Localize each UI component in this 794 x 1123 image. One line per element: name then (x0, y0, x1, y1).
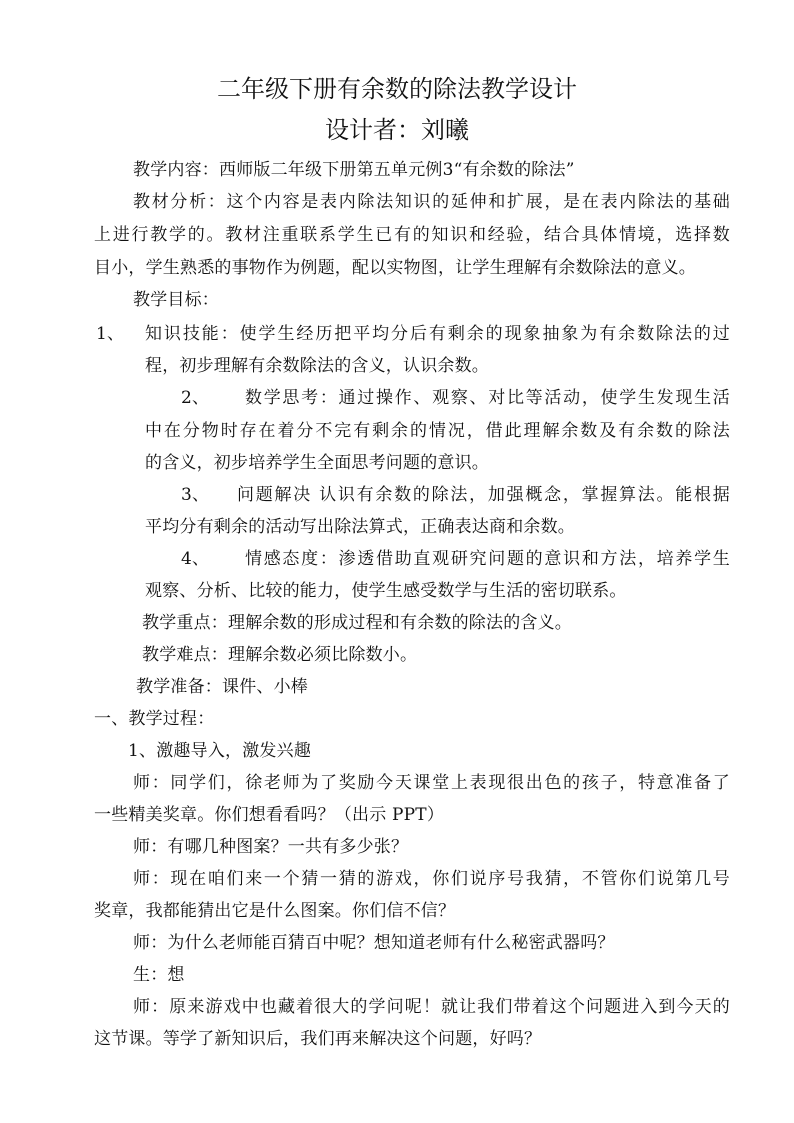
student-response: 生：想 (133, 965, 185, 985)
goal-1-number: 1、 (96, 324, 125, 344)
process-subheading: 1、激趣导入，激发兴趣 (128, 741, 312, 761)
goal-1-line-1: 知识技能：使学生经历把平均分后有剩余的现象抽象为有余数除法的过 (145, 324, 730, 344)
goal-2-line-1: 数学思考：通过操作、观察、对比等活动，使学生发现生活 (245, 388, 730, 408)
teacher-dialogue-2: 师：有哪几种图案？一共有多少张？ (133, 837, 409, 857)
analysis-line-2: 上进行教学的。教材注重联系学生已有的知识和经验，结合具体情境，选择数 (94, 225, 730, 245)
goal-2-line-2: 中在分物时存在着分不完有剩余的情况，借此理解余数及有余数的除法 (145, 421, 730, 441)
teacher-dialogue-5-line-1: 师：原来游戏中也藏着很大的学问呢！就让我们带着这个问题进入到今天的 (133, 997, 730, 1017)
goal-2-number: 2、 (181, 388, 210, 408)
analysis-line-1: 教材分析：这个内容是表内除法知识的延伸和扩展，是在表内除法的基础 (133, 192, 730, 212)
goal-3-line-2: 平均分有剩余的活动写出除法算式，正确表达商和余数。 (145, 517, 575, 537)
teaching-content: 教学内容：西师版二年级下册第五单元例3“有余数的除法” (133, 160, 575, 180)
goal-2-line-3: 的含义，初步培养学生全面思考问题的意识。 (145, 453, 489, 473)
goal-3-line-1: 问题解决 认识有余数的除法，加强概念，掌握算法。能根据 (237, 485, 730, 505)
process-heading: 一、教学过程： (94, 709, 215, 729)
key-point: 教学重点：理解余数的形成过程和有余数的除法的含义。 (142, 613, 572, 633)
teacher-dialogue-3-line-1: 师：现在咱们来一个猜一猜的游戏，你们说序号我猜，不管你们说第几号 (133, 869, 730, 889)
goal-4-line-2: 观察、分析、比较的能力，使学生感受数学与生活的密切联系。 (145, 581, 627, 601)
goal-3-number: 3、 (181, 485, 210, 505)
goal-4-line-1: 情感态度：渗透借助直观研究问题的意识和方法，培养学生 (245, 549, 730, 569)
teaching-preparation: 教学准备：课件、小棒 (136, 677, 308, 697)
goal-1-line-2: 程，初步理解有余数除法的含义，认识余数。 (145, 356, 489, 376)
difficulty-point: 教学难点：理解余数必须比除数小。 (142, 645, 418, 665)
analysis-line-3: 目小，学生熟悉的事物作为例题，配以实物图，让学生理解有余数除法的意义。 (94, 258, 696, 278)
teacher-dialogue-4: 师：为什么老师能百猜百中呢？想知道老师有什么秘密武器吗？ (133, 933, 615, 953)
teacher-dialogue-3-line-2: 奖章，我都能猜出它是什么图案。你们信不信？ (94, 901, 456, 921)
goal-4-number: 4、 (181, 549, 210, 569)
teacher-dialogue-1-line-2: 一些精美奖章。你们想看看吗？（出示 PPT） (94, 805, 445, 825)
author-line: 设计者：刘曦 (325, 116, 469, 144)
teacher-dialogue-5-line-2: 这节课。等学了新知识后，我们再来解决这个问题，好吗？ (94, 1029, 542, 1049)
document-title: 二年级下册有余数的除法教学设计 (217, 75, 577, 103)
teacher-dialogue-1-line-1: 师：同学们，徐老师为了奖励今天课堂上表现很出色的孩子，特意准备了 (133, 773, 730, 793)
goals-heading: 教学目标： (133, 290, 219, 310)
